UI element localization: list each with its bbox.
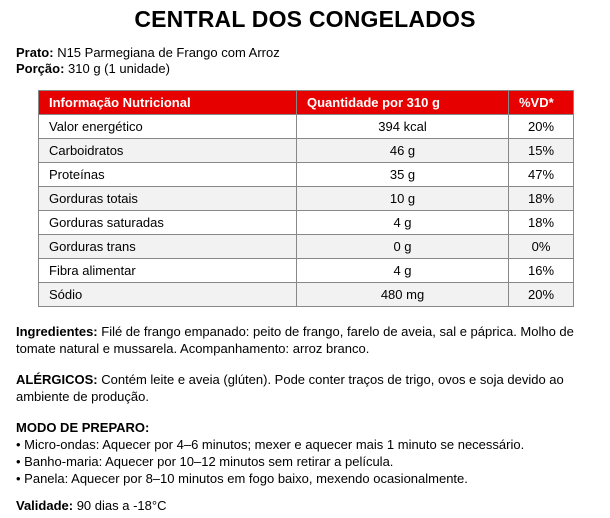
nutrient-quantity: 35 g xyxy=(297,163,509,187)
nutrient-quantity: 480 mg xyxy=(297,283,509,307)
allergens-paragraph xyxy=(16,371,596,405)
allergens-text: Contém leite e aveia (glúten). Pode conter traços de trigo, ovos e soja devido ao ambiente de produção. xyxy=(16,372,564,404)
preparation-section xyxy=(16,419,596,487)
nutrient-daily-value: 20% xyxy=(509,115,574,139)
nutrient-daily-value: 20% xyxy=(509,283,574,307)
nutrient-quantity: 46 g xyxy=(297,139,509,163)
nutrient-quantity: 4 g xyxy=(297,211,509,235)
table-row xyxy=(39,283,574,307)
table-row xyxy=(39,235,574,259)
nutrient-name: Sódio xyxy=(39,283,297,307)
nutrient-quantity: 10 g xyxy=(297,187,509,211)
nutrient-daily-value: 47% xyxy=(509,163,574,187)
nutrient-name: Fibra alimentar xyxy=(39,259,297,283)
nutrient-name: Gorduras totais xyxy=(39,187,297,211)
dish-line xyxy=(16,45,280,61)
table-header-row xyxy=(39,91,574,115)
table-row xyxy=(39,163,574,187)
nutrient-daily-value: 16% xyxy=(509,259,574,283)
nutrient-name: Carboidratos xyxy=(39,139,297,163)
header-quantity: Quantidade por 310 g xyxy=(297,91,509,115)
nutrient-name: Valor energético xyxy=(39,115,297,139)
table-row xyxy=(39,115,574,139)
dish-label: Prato: xyxy=(16,45,54,60)
header-nutrition-info: Informação Nutricional xyxy=(39,91,297,115)
portion-label: Porção: xyxy=(16,61,65,76)
table-row xyxy=(39,259,574,283)
preparation-item: • Panela: Aquecer por 8–10 minutos em fogo baixo, mexendo ocasionalmente. xyxy=(16,471,468,486)
validity-value: 90 dias a -18°C xyxy=(76,498,167,513)
validity-label: Validade: xyxy=(16,498,74,513)
validity-line xyxy=(16,497,596,514)
header-daily-value: %VD* xyxy=(509,91,574,115)
nutrient-daily-value: 18% xyxy=(509,187,574,211)
portion-line xyxy=(16,61,170,77)
preparation-label: MODO DE PREPARO: xyxy=(16,420,150,435)
allergens-label: ALÉRGICOS: xyxy=(16,372,98,387)
nutrient-daily-value: 0% xyxy=(509,235,574,259)
preparation-item: • Micro-ondas: Aquecer por 4–6 minutos; mexer e aquecer mais 1 minuto se necessário. xyxy=(16,437,525,452)
table-row xyxy=(39,187,574,211)
ingredients-text: Filé de frango empanado: peito de frango, farelo de aveia, sal e páprica. Molho de tomate natural e mussarela. Acompanhamento: arroz branco. xyxy=(16,324,574,356)
page-title: CENTRAL DOS CONGELADOS xyxy=(134,6,476,32)
dish-value: N15 Parmegiana de Frango com Arroz xyxy=(57,45,280,60)
nutrient-name: Proteínas xyxy=(39,163,297,187)
nutrient-daily-value: 15% xyxy=(509,139,574,163)
nutrient-name: Gorduras trans xyxy=(39,235,297,259)
nutrient-quantity: 4 g xyxy=(297,259,509,283)
nutrient-quantity: 0 g xyxy=(297,235,509,259)
nutrition-table xyxy=(38,90,574,307)
table-row xyxy=(39,211,574,235)
preparation-item: • Banho-maria: Aquecer por 10–12 minutos sem retirar a película. xyxy=(16,454,394,469)
nutrient-daily-value: 18% xyxy=(509,211,574,235)
table-row xyxy=(39,139,574,163)
nutrient-quantity: 394 kcal xyxy=(297,115,509,139)
portion-value: 310 g (1 unidade) xyxy=(68,61,170,76)
ingredients-paragraph xyxy=(16,323,596,357)
nutrient-name: Gorduras saturadas xyxy=(39,211,297,235)
ingredients-label: Ingredientes: xyxy=(16,324,98,339)
